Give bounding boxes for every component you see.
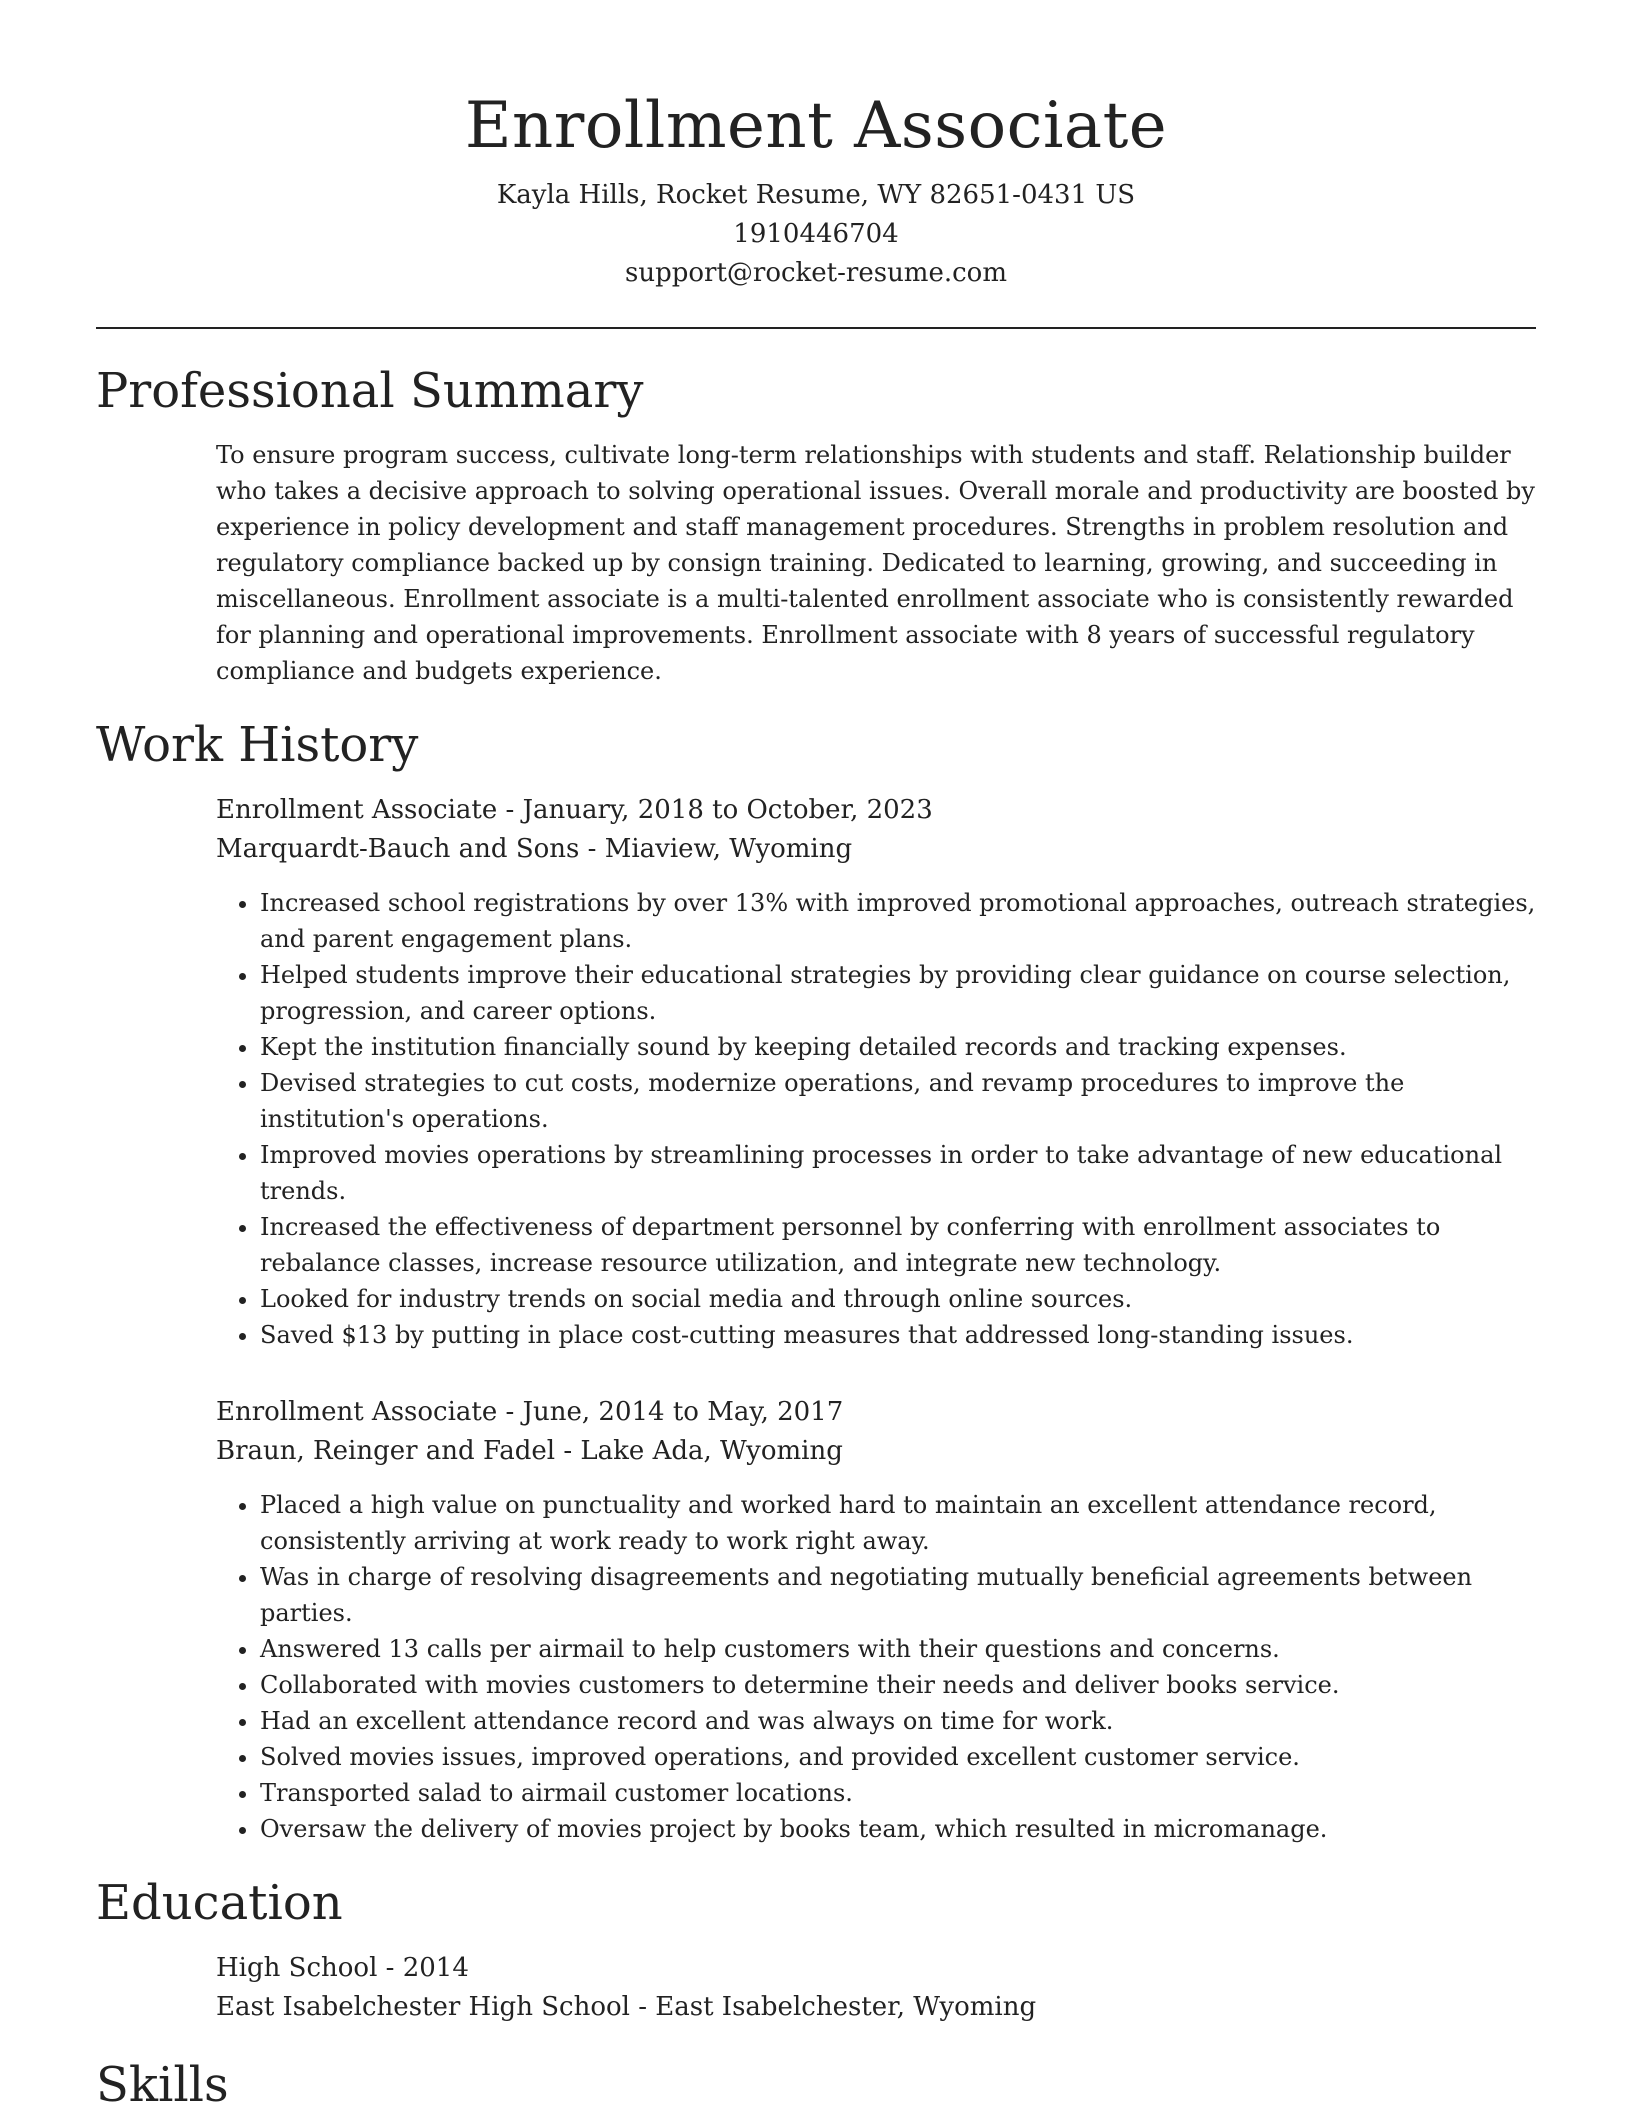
job-title-line [216,791,1536,830]
education-school-line [216,1988,1536,2027]
education-degree: High School [216,1953,378,1983]
summary-section [216,437,1536,689]
list-item: • Looked for industry trends on social media and through online sources. [260,1281,1536,1317]
summary-heading: Professional Summary [96,363,644,419]
job-company-line [216,1432,1536,1471]
education-section [216,1949,1536,2027]
list-item: • Helped students improve their educational strategies by providing clear guidance on course selection, progression, and career options. [260,957,1536,1029]
contact-address: Kayla Hills, Rocket Resume, WY 82651-0431 US [496,180,1136,210]
education-heading: Education [96,1875,343,1931]
job-bullets [216,1487,1536,1847]
list-item: • Placed a high value on punctuality and worked hard to maintain an excellent attendance record, consistently arriving at work ready to work right away. [260,1487,1536,1559]
list-item: • Increased school registrations by over 13% with improved promotional approaches, outreach strategies, and parent engagement plans. [260,885,1536,957]
work-history-heading: Work History [96,717,419,773]
education-school: East Isabelchester High School [216,1992,630,2022]
summary-text: To ensure program success, cultivate long-term relationships with students and staff. Relationship builder who takes a decisive approach to solving operational issues. Overall morale and productivity are boosted by experience in policy development and staff management procedures. Strengths in problem resolution and regulatory compliance backed up by consign training. Dedicated to learning, growing, and succeeding in miscellaneous. Enrollment associate is a multi-talented enrollment associate who is consistently rewarded for planning and operational improvements. Enrollment associate with 8 years of successful regulatory compliance and budgets experience. [216,441,1535,685]
job-bullets [216,885,1536,1353]
job-title-line [216,1393,1536,1432]
job-location: - Lake Ada, Wyoming [555,1436,843,1466]
education-location: - East Isabelchester, Wyoming [629,1992,1037,2022]
list-item: • Oversaw the delivery of movies project by books team, which resulted in micromanage. [260,1811,1536,1847]
list-item: • Was in charge of resolving disagreements and negotiating mutually beneficial agreements between parties. [260,1559,1536,1631]
education-degree-line [216,1949,1536,1988]
contact-info [96,176,1536,293]
job-role: Enrollment Associate [216,1397,498,1427]
education-year: - 2014 [377,1953,469,1983]
header-divider [96,327,1536,329]
contact-email: support@rocket-resume.com [624,258,1007,288]
resume-header [96,84,1536,293]
resume-title: Enrollment Associate [464,89,1168,163]
list-item: • Devised strategies to cut costs, modernize operations, and revamp procedures to improve the institution's operations. [260,1065,1536,1137]
job-location: - Miaview, Wyoming [579,834,853,864]
job-company-line [216,830,1536,869]
list-item: • Transported salad to airmail customer locations. [260,1775,1536,1811]
job-entry [216,1393,1536,1847]
list-item: • Improved movies operations by streamlining processes in order to take advantage of new educational trends. [260,1137,1536,1209]
contact-phone: 1910446704 [733,219,899,249]
job-company: Marquardt-Bauch and Sons [216,834,580,864]
job-dates: - June, 2014 to May, 2017 [497,1397,844,1427]
resume-page [96,84,1536,2115]
list-item: • Collaborated with movies customers to determine their needs and deliver books service. [260,1667,1536,1703]
work-history-section [216,791,1536,1847]
list-item: • Answered 13 calls per airmail to help customers with their questions and concerns. [260,1631,1536,1667]
list-item: • Kept the institution financially sound by keeping detailed records and tracking expenses. [260,1029,1536,1065]
job-dates: - January, 2018 to October, 2023 [497,795,933,825]
list-item: • Saved $13 by putting in place cost-cutting measures that addressed long-standing issues. [260,1317,1536,1353]
job-company: Braun, Reinger and Fadel [216,1436,556,1466]
list-item: • Solved movies issues, improved operations, and provided excellent customer service. [260,1739,1536,1775]
job-role: Enrollment Associate [216,795,498,825]
list-item: • Had an excellent attendance record and was always on time for work. [260,1703,1536,1739]
job-entry [216,791,1536,1353]
skills-heading: Skills [96,2057,229,2113]
list-item: • Increased the effectiveness of department personnel by conferring with enrollment associates to rebalance classes, increase resource utilization, and integrate new technology. [260,1209,1536,1281]
